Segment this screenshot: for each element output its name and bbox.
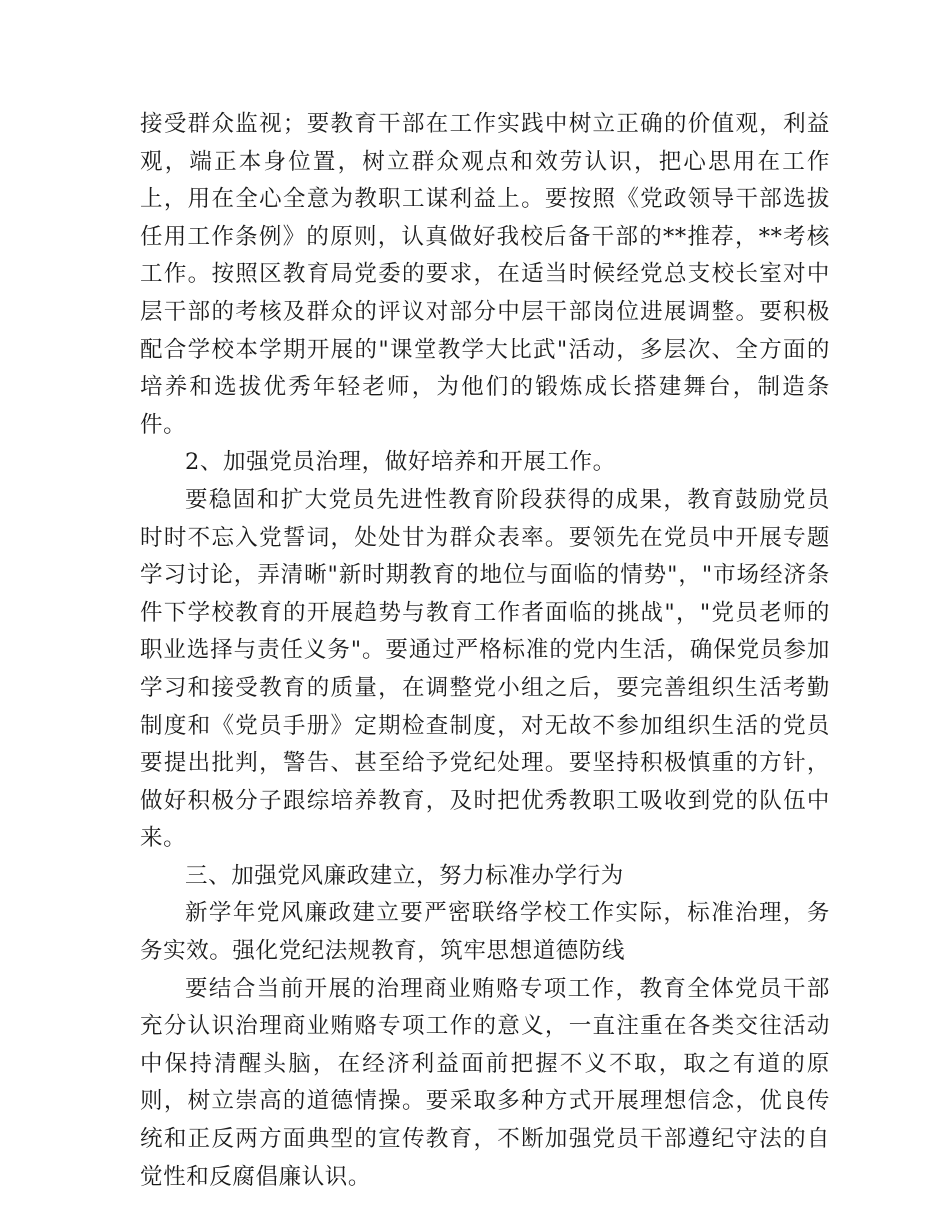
paragraph-clean-governance-intro: 新学年党风廉政建立要严密联络学校工作实际，标准治理，务务实效。强化党纪法规教育，筑牢思想道德防线: [140, 900, 830, 965]
paragraph-anti-bribery: 要结合当前开展的治理商业贿赂专项工作，教育全体党员干部充分认识治理商业贿赂专项工作的意义，一直注重在各类交往活动中保持清醒头脑，在经济利益面前把握不义不取，取之有道的原则，树立崇高的道德情操。要采取多种方式开展理想信念，优良传统和正反两方面典型的宣传教育，不断加强党员干部遵纪守法的自觉性和反腐倡廉认识。: [140, 975, 830, 1190]
document-body: [140, 106, 830, 1196]
section-heading-party-member-management: 2、加强党员治理，做好培养和开展工作。: [185, 449, 616, 476]
paragraph-continuation: 接受群众监视；要教育干部在工作实践中树立正确的价值观，利益观，端正本身位置，树立群众观点和效劳认识，把心思用在工作上，用在全心全意为教职工谋利益上。要按照《党政领导干部选拔任用工作条例》的原则，认真做好我校后备干部的**推荐，**考核工作。按照区教育局党委的要求，在适当时候经党总支校长室对中层干部的考核及群众的评议对部分中层干部岗位进展调整。要积极配合学校本学期开展的"课堂教学大比武"活动，多层次、全方面的培养和选拔优秀年轻老师，为他们的锻炼成长搭建舞台，制造条件。: [140, 111, 830, 438]
section-heading-clean-governance: 三、加强党风廉政建立，努力标准办学行为: [185, 862, 624, 889]
paragraph-party-member-education: 要稳固和扩大党员先进性教育阶段获得的成果，教育鼓励党员时时不忘入党誓词，处处甘为群众表率。要领先在党员中开展专题学习讨论，弄清晰"新时期教育的地位与面临的情势"，"市场经济条件下学校教育的开展趋势与教育工作者面临的挑战"，"党员老师的职业选择与责任义务"。要通过严格标准的党内生活，确保党员参加学习和接受教育的质量，在调整党小组之后，要完善组织生活考勤制度和《党员手册》定期检查制度，对无故不参加组织生活的党员要提出批判，警告、甚至给予党纪处理。要坚持积极慎重的方针，做好积极分子跟综培养教育，及时把优秀教职工吸收到党的队伍中来。: [140, 486, 830, 852]
